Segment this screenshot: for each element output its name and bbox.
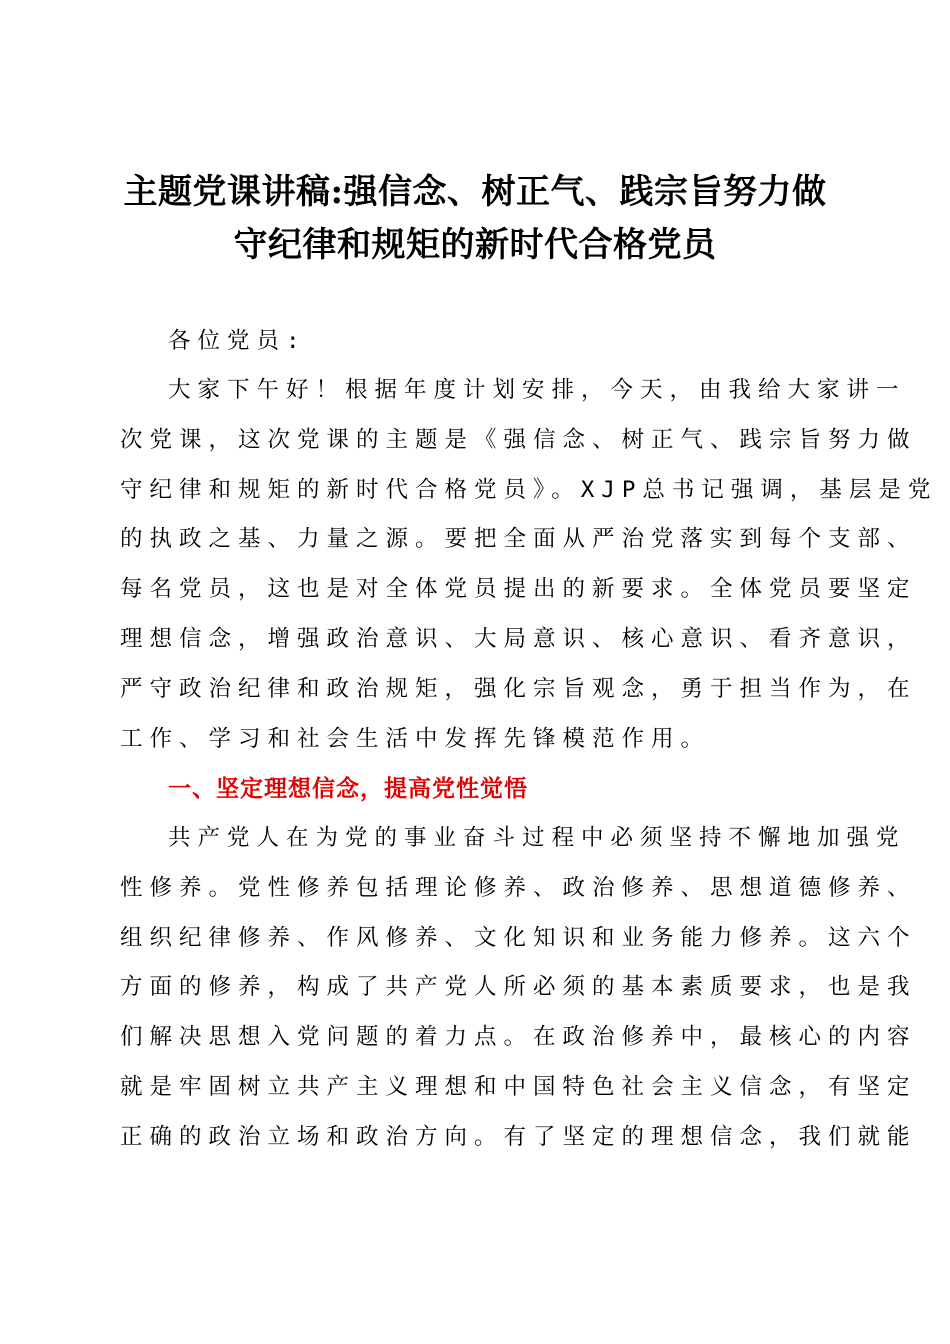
paragraph-1-line: 守纪律和规矩的新时代合格党员》。XJP总书记强调，基层是党 — [120, 477, 938, 503]
paragraph-1-line: 的执政之基、力量之源。要把全面从严治党落实到每个支部、 — [120, 526, 917, 552]
paragraph-1-line: 次党课，这次党课的主题是《强信念、树正气、践宗旨努力做 — [120, 427, 917, 453]
paragraph-1-line: 每名党员，这也是对全体党员提出的新要求。全体党员要坚定 — [120, 576, 917, 602]
paragraph-1-line: 严守政治纪律和政治规矩，强化宗旨观念，勇于担当作为，在 — [120, 676, 917, 702]
paragraph-2-line: 组织纪律修养、作风修养、文化知识和业务能力修养。这六个 — [120, 925, 917, 951]
section-1-heading: 一、坚定理想信念，提高党性觉悟 — [168, 776, 528, 802]
paragraph-1-line: 理想信念，增强政治意识、大局意识、核心意识、看齐意识， — [120, 626, 917, 652]
salutation: 各位党员: — [168, 328, 307, 354]
paragraph-2-line: 共产党人在为党的事业奋斗过程中必须坚持不懈地加强党 — [168, 825, 906, 851]
paragraph-2-line: 方面的修养，构成了共产党人所必须的基本素质要求，也是我 — [120, 974, 917, 1000]
paragraph-2-line: 正确的政治立场和政治方向。有了坚定的理想信念，我们就能 — [120, 1124, 917, 1150]
document-title-line-1: 主题党课讲稿:强信念、树正气、践宗旨努力做 — [123, 172, 827, 212]
paragraph-2-line: 们解决思想入党问题的着力点。在政治修养中，最核心的内容 — [120, 1024, 917, 1050]
paragraph-2-line: 性修养。党性修养包括理论修养、政治修养、思想道德修养、 — [120, 875, 917, 901]
paragraph-1-line: 工作、学习和社会生活中发挥先锋模范作用。 — [120, 726, 711, 752]
paragraph-2-line: 就是牢固树立共产主义理想和中国特色社会主义信念，有坚定 — [120, 1074, 917, 1100]
document-title-line-2: 守纪律和规矩的新时代合格党员 — [233, 225, 717, 265]
paragraph-1-line: 大家下午好！根据年度计划安排，今天，由我给大家讲一 — [168, 377, 906, 403]
